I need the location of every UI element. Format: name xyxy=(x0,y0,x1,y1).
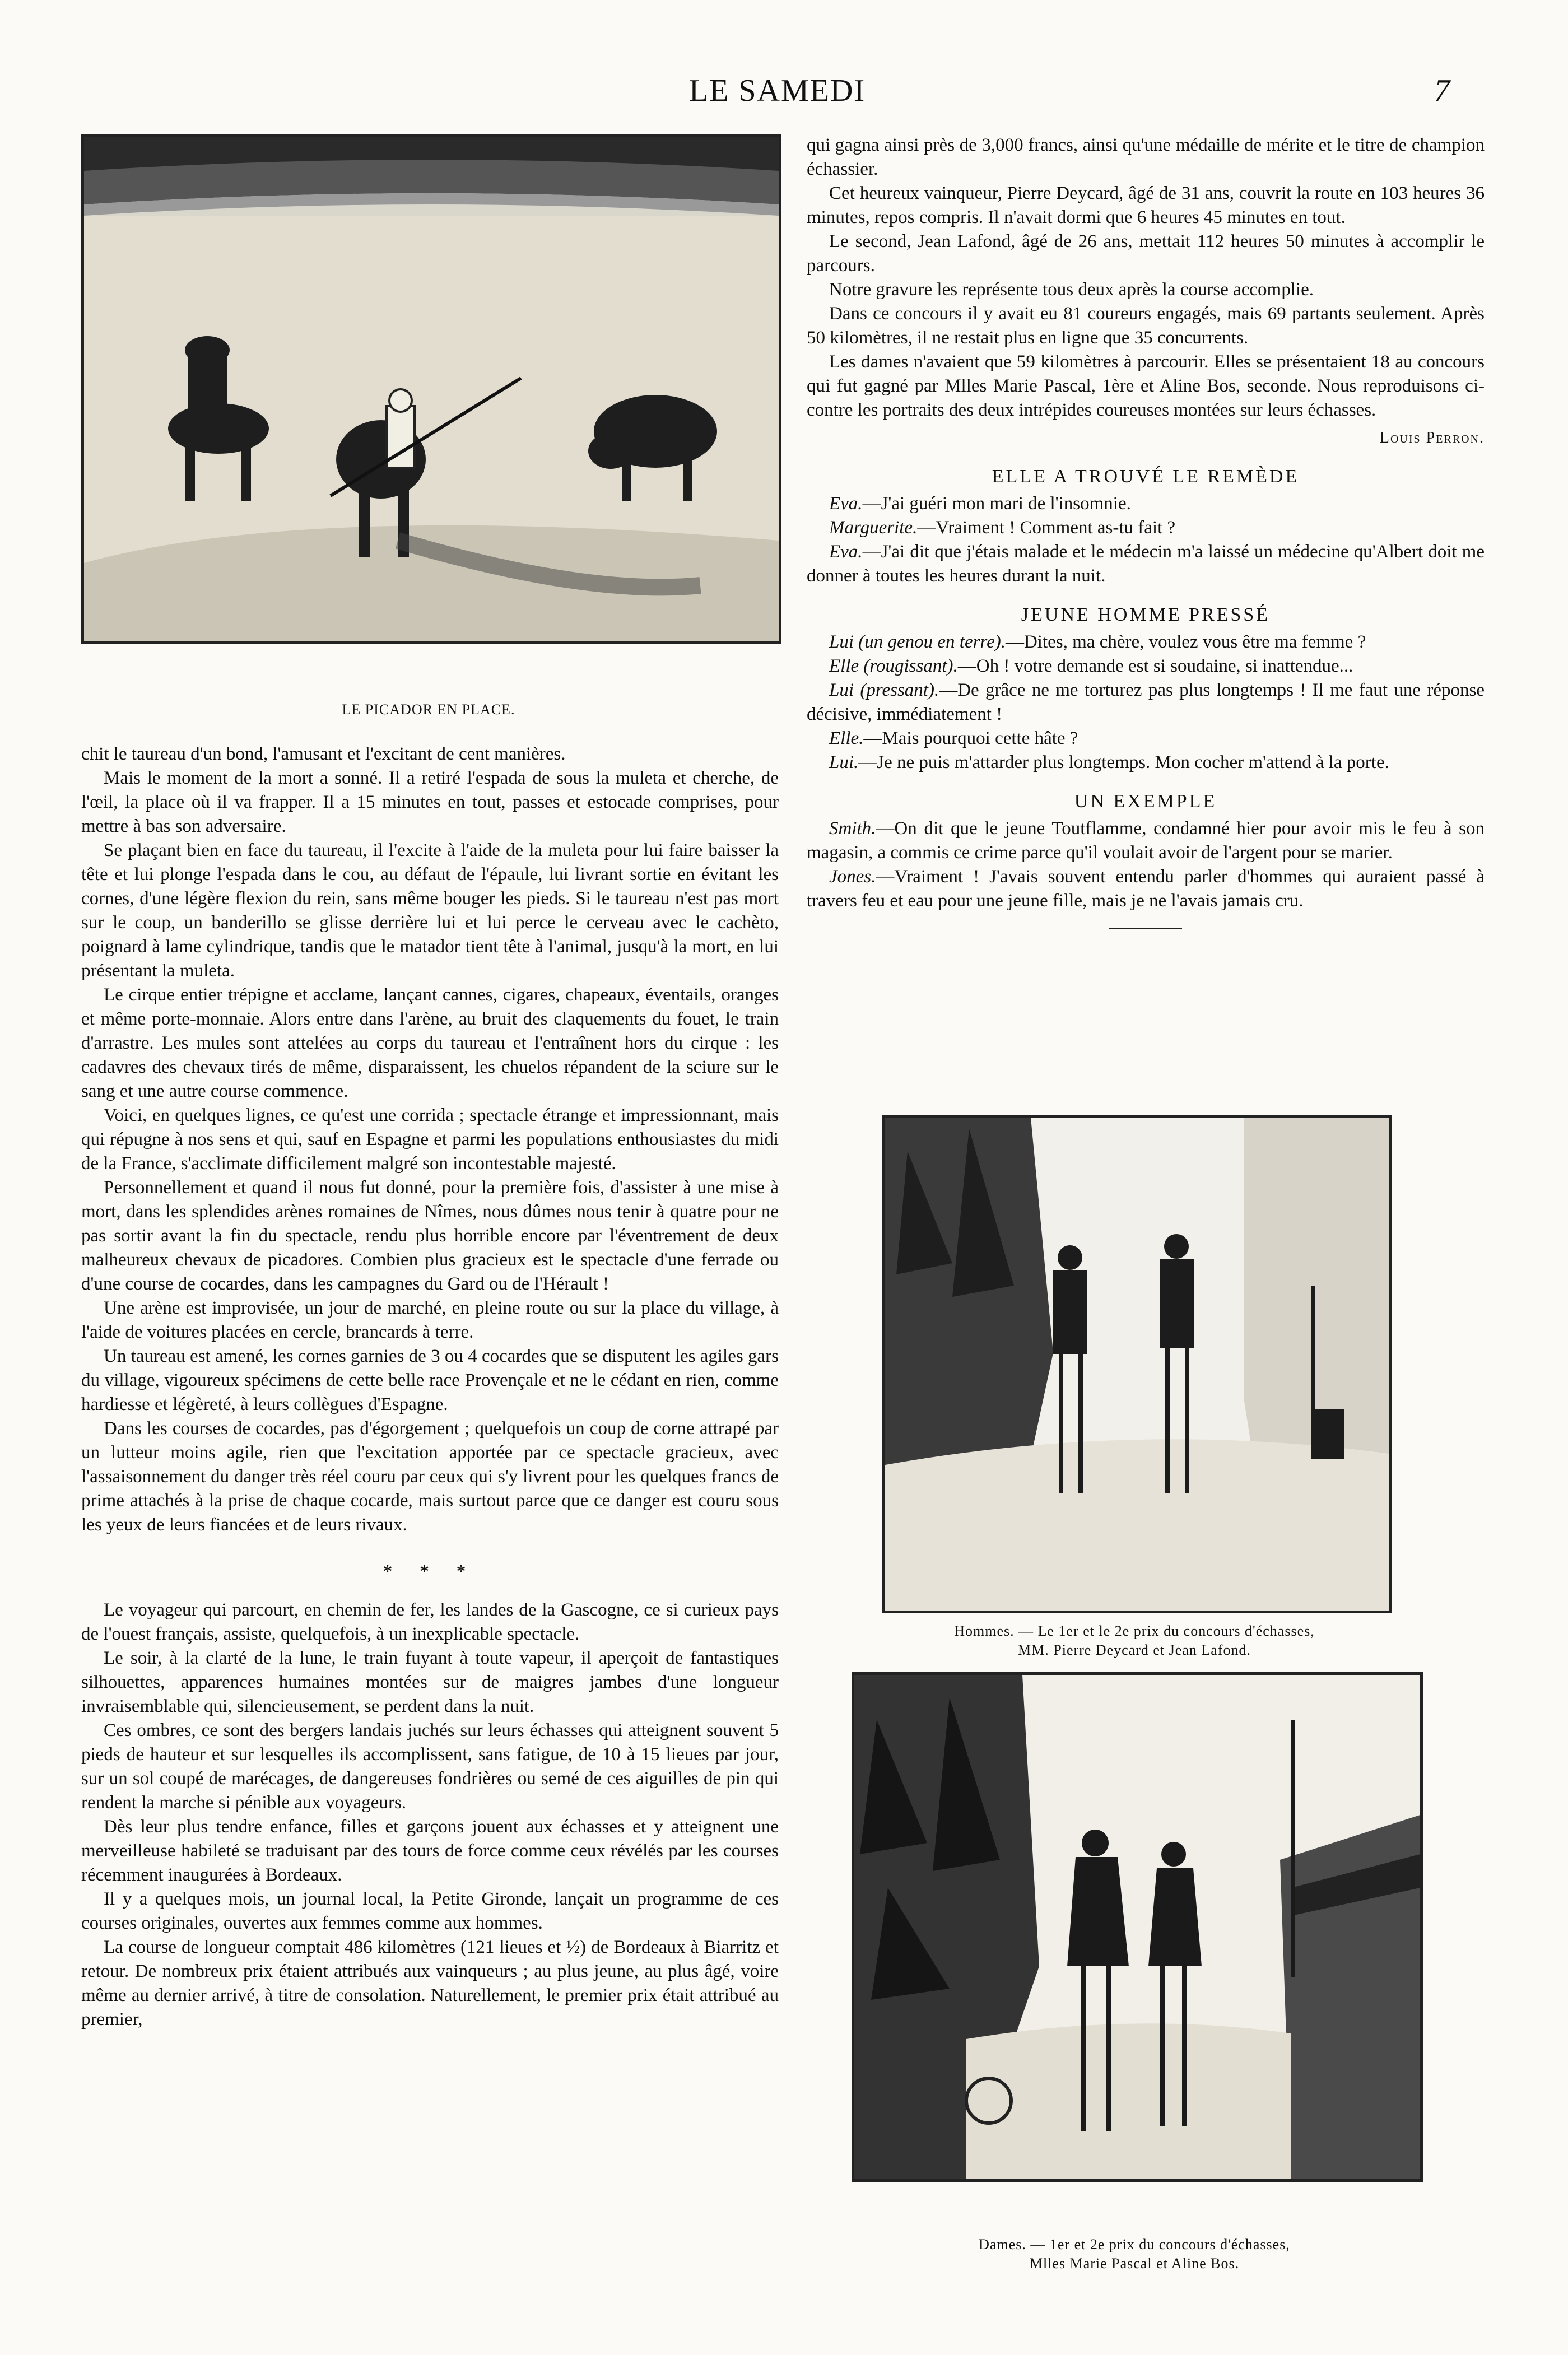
divider xyxy=(1109,928,1182,929)
speaker: Jones. xyxy=(829,867,876,887)
speaker: Eva. xyxy=(829,542,863,562)
right-column xyxy=(807,133,1485,929)
paragraph: Ces ombres, ce sont des bergers landais juchés sur leurs échasses qui atteignent souvent 5 pieds de hauteur et sur lesquelles ils accomplissent, sans fatigue, de 10 à 15 lieues par jour, sur un sol coupé de marécages, de dangereuses fondrières ou semé de ces aiguilles de pin qui rendent la marche si pénible aux voyageurs. xyxy=(81,1720,779,1813)
paragraph: Le voyageur qui parcourt, en chemin de fer, les landes de la Gascogne, ce si curieux pays de l'ouest français, assiste, quelquefois, à un inexplicable spectacle. xyxy=(81,1600,779,1644)
joke-dialog xyxy=(807,817,1485,913)
page-number: 7 xyxy=(1434,73,1450,108)
dialog-line: —J'ai guéri mon mari de l'insomnie. xyxy=(862,494,1131,514)
dialog-line: —On dit que le jeune Toutflamme, condamné hier pour avoir mis le feu à son magasin, a commis ce crime parce qu'il voulait avoir de l'argent pour se marier. xyxy=(807,818,1485,863)
dames-photo xyxy=(852,1672,1423,2182)
paragraph: Personnellement et quand il nous fut donné, pour la première fois, d'assister à une mise à mort, dans les splendides arènes romaines de Nîmes, nous dûmes nous tenir à quatre pour ne pas sortir avant la fin du spectacle, rendu plus horrible encore par l'éventrement de deux malheureux chevaux de picadores. Combien plus gracieux est le spectacle d'une ferrade ou d'une course de cocardes, dans les campagnes du Gard ou de l'Hérault ! xyxy=(81,1178,779,1294)
caption-line: MM. Pierre Deycard et Jean Lafond. xyxy=(1018,1642,1251,1658)
paragraph: Mais le moment de la mort a sonné. Il a retiré l'espada de sous la muleta et cherche, de l'œil, la place où il va frapper. Il a 15 minutes en tout, passes et estocade comprises, pour mettre à bas son adversaire. xyxy=(81,768,779,836)
speaker: Elle. xyxy=(829,728,864,748)
paragraph: Le soir, à la clarté de la lune, le train fuyant à toute vapeur, il aperçoit de fantastiques silhouettes, apparences humaines montées sur de maigres jambes d'une longueur invraisemblable qui, silencieusement, se perdent dans la nuit. xyxy=(81,1648,779,1716)
joke-heading: JEUNE HOMME PRESSÉ xyxy=(1021,604,1271,625)
section-separator: * * * xyxy=(383,1561,477,1582)
speaker: Lui (un genou en terre). xyxy=(829,632,1006,652)
speaker: Lui (pressant). xyxy=(829,680,939,700)
dames-caption xyxy=(874,2235,1395,2273)
dialog-line: —Je ne puis m'attarder plus longtemps. Mon cocher m'attend à la porte. xyxy=(858,752,1389,772)
dialog-line: —Vraiment ! J'avais souvent entendu parler d'hommes qui auraient passé à travers feu et eau pour une jeune fille, mais je ne l'avais jamais cru. xyxy=(807,867,1485,911)
picador-caption: LE PICADOR EN PLACE. xyxy=(342,701,515,718)
speaker: Marguerite. xyxy=(829,518,918,538)
speaker: Smith. xyxy=(829,818,876,839)
joke-heading: ELLE A TROUVÉ LE REMÈDE xyxy=(992,466,1300,487)
dialog-line: —Dites, ma chère, voulez vous être ma femme ? xyxy=(1005,632,1366,652)
picador-photo xyxy=(81,134,781,644)
hommes-caption xyxy=(874,1622,1395,1660)
dialog-line: —Vraiment ! Comment as-tu fait ? xyxy=(917,518,1176,538)
paragraph: Voici, en quelques lignes, ce qu'est une corrida ; spectacle étrange et impressionnant, mais qui répugne à nos sens et qui, sauf en Espagne et parmi les populations enthousiastes du midi de la France, s'acclimate difficilement malgré son incontestable majesté. xyxy=(81,1105,779,1174)
caption-line: Mlles Marie Pascal et Aline Bos. xyxy=(1029,2255,1240,2272)
page-header xyxy=(0,73,1568,118)
joke-dialog xyxy=(807,630,1485,775)
left-column xyxy=(81,742,779,2032)
paragraph: Le second, Jean Lafond, âgé de 26 ans, mettait 112 heures 50 minutes à accomplir le parcours. xyxy=(807,231,1485,276)
paragraph: Dans les courses de cocardes, pas d'égorgement ; quelquefois un coup de corne attrapé par un lutteur moins agile, rien que l'excitation apportée par ce spectacle gracieux, avec l'assaisonnement du danger très réel couru par ceux qui s'y livrent pour les quelques francs de prime attachés à la prise de chaque cocarde, mais surtout parce que ce danger est couru sous les yeux de leurs fiancées et de leurs rivaux. xyxy=(81,1418,779,1535)
joke-dialog xyxy=(807,492,1485,588)
joke-heading: UN EXEMPLE xyxy=(1074,791,1217,812)
speaker: Eva. xyxy=(829,494,863,514)
hommes-photo xyxy=(882,1115,1392,1613)
paragraph: La course de longueur comptait 486 kilomètres (121 lieues et ½) de Bordeaux à Biarritz et retour. De nombreux prix étaient attribués aux vainqueurs ; au plus jeune, au plus âgé, voire même au dernier arrivé, à titre de consolation. Naturellement, le premier prix était attribué au premier, xyxy=(81,1937,779,2030)
paragraph: Les dames n'avaient que 59 kilomètres à parcourir. Elles se présentaient 18 au concours qui fut gagné par Mlles Marie Pascal, 1ère et Aline Bos, seconde. Nous reproduisons ci-contre les portraits des deux intrépides coureuses montées sur leurs échasses. xyxy=(807,352,1485,420)
speaker: Lui. xyxy=(829,752,859,772)
author-signature: Louis Perron. xyxy=(1379,429,1485,446)
paragraph: Un taureau est amené, les cornes garnies de 3 ou 4 cocardes que se disputent les agiles gars du village, vigoureux spécimens de cette belle race Provençale et ne le cédant en rien, comme hardiesse et légèreté, à leurs collègues d'Espagne. xyxy=(81,1346,779,1414)
caption-line: Hommes. — Le 1er et le 2e prix du concours d'échasses, xyxy=(954,1623,1315,1639)
speaker: Elle (rougissant). xyxy=(829,656,958,676)
paragraph: Cet heureux vainqueur, Pierre Deycard, âgé de 31 ans, couvrit la route en 103 heures 36 minutes, repos compris. Il n'avait dormi que 6 heures 45 minutes en tout. xyxy=(807,183,1485,227)
dialog-line: —J'ai dit que j'étais malade et le médecin m'a laissé un médecine qu'Albert doit me donner à toutes les heures durant la nuit. xyxy=(807,542,1485,586)
paragraph: Le cirque entier trépigne et acclame, lançant cannes, cigares, chapeaux, éventails, oranges et même porte-monnaie. Alors entre dans l'arène, au bruit des claquements du fouet, le train d'arrastre. Les mules sont attelées au corps du taureau et l'entraînent hors du cirque : les cadavres des chevaux tirés de même, disparaissent, les chuelos répandent de la sciure sur le sang et une autre course commence. xyxy=(81,985,779,1101)
paragraph: Une arène est improvisée, un jour de marché, en pleine route ou sur la place du village, à l'aide de voitures placées en cercle, brancards à terre. xyxy=(81,1298,779,1342)
paragraph: chit le taureau d'un bond, l'amusant et l'excitant de cent manières. xyxy=(81,744,566,764)
paragraph: Il y a quelques mois, un journal local, la Petite Gironde, lançait un programme de ces courses originales, ouvertes aux femmes comme aux hommes. xyxy=(81,1889,779,1933)
newspaper-title: LE SAMEDI xyxy=(689,73,866,108)
paragraph: Dès leur plus tendre enfance, filles et garçons jouent aux échasses et y atteignent une merveilleuse habileté se traduisant par des tours de force comme ceux révélés par les courses récemment inaugurées à Bordeaux. xyxy=(81,1817,779,1885)
paragraph: Se plaçant bien en face du taureau, il l'excite à l'aide de la muleta pour lui faire baisser la tête et lui plonge l'espada dans le cou, au défaut de l'épaule, lui livrant sortie en évitant les cornes, d'une légère flexion du rein, sans même bouger les pieds. Si le taureau n'est pas mort sur le coup, un banderillo se glisse derrière lui et lui perce le cerveau avec le cachèto, poignard à lame cylindrique, tandis que le matador tient tête à l'animal, jusqu'à la mort, en lui présentant la muleta. xyxy=(81,840,779,981)
paragraph: Dans ce concours il y avait eu 81 coureurs engagés, mais 69 partants seulement. Après 50 kilomètres, il ne restait plus en ligne que 35 concurrents. xyxy=(807,304,1485,348)
paragraph: qui gagna ainsi près de 3,000 francs, ainsi qu'une médaille de mérite et le titre de champion échassier. xyxy=(807,135,1485,179)
dialog-line: —De grâce ne me torturez pas plus longtemps ! Il me faut une réponse décisive, immédiatement ! xyxy=(807,680,1485,724)
paragraph: Notre gravure les représente tous deux après la course accomplie. xyxy=(829,280,1314,300)
dialog-line: —Oh ! votre demande est si soudaine, si inattendue... xyxy=(957,656,1353,676)
caption-line: Dames. — 1er et 2e prix du concours d'échasses, xyxy=(979,2236,1290,2252)
dialog-line: —Mais pourquoi cette hâte ? xyxy=(863,728,1078,748)
